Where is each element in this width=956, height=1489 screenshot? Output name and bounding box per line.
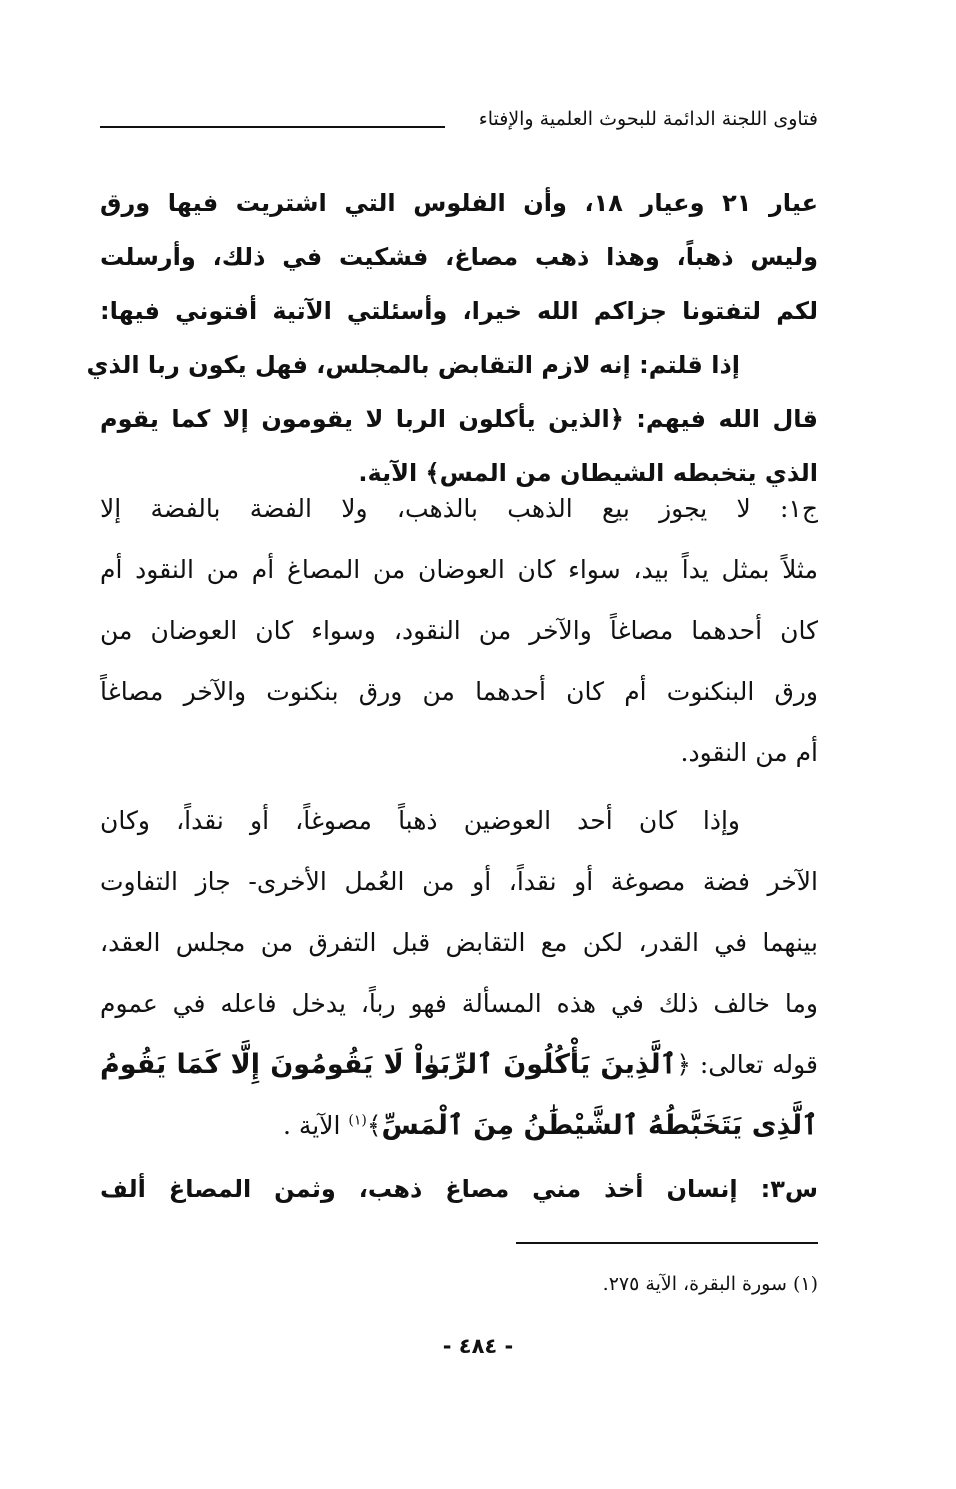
quran-verse-line-1 <box>100 1034 818 1095</box>
paragraph-line: الآخر فضة مصوغة أو نقداً، أو من العُمل الأخرى- جاز التفاوت <box>100 867 818 896</box>
after-quote: الآية . <box>282 1111 349 1140</box>
paragraph-line: وما خالف ذلك في هذه المسألة فهو رباً، يدخل فاعله في عموم <box>100 989 818 1018</box>
answer-line: ورق البنكنوت أم كان أحدهما من ورق بنكنوت والآخر مصاغاً <box>100 677 818 706</box>
answer-line: ج١: لا يجوز بيع الذهب بالذهب، ولا الفضة بالفضة إلا <box>100 494 818 523</box>
quran-verse-text: ٱلَّذِى يَتَخَبَّطُهُ ٱلشَّيْطَٰنُ مِنَ ٱلْمَسِّ <box>381 1110 818 1141</box>
quran-close-bracket: ﴾ <box>366 1111 382 1140</box>
question-line: عيار ٢١ وعيار ١٨، وأن الفلوس التي اشتريت فيها ورق <box>100 189 819 217</box>
answer-1 <box>100 478 818 783</box>
paragraph-2 <box>100 790 818 1156</box>
question-line: إذا قلتم: إنه لازم التقابض بالمجلس، فهل يكون ربا الذي <box>86 351 740 379</box>
answer-line: أم من النقود. <box>680 738 818 767</box>
question-line: الذي يتخبطه الشيطان من المس﴾ الآية. <box>358 459 818 487</box>
question-3-text: س٣: إنسان أخذ مني مصاغ ذهب، وثمن المصاغ ألف <box>100 1175 818 1203</box>
paragraph-line: وإذا كان أحد العوضين ذهباً مصوغاً، أو نقداً، وكان <box>100 806 740 835</box>
quote-intro: قوله تعالى: <box>699 1050 818 1079</box>
footnote-ref[interactable]: (١) <box>348 1112 367 1129</box>
question-line: وليس ذهباً، وهذا ذهب مصاغ، فشكيت في ذلك، وأرسلت <box>100 243 818 271</box>
quran-open-bracket: ﴿ <box>676 1050 692 1079</box>
question-block <box>86 176 819 500</box>
header-rule <box>100 126 445 128</box>
page-number: - ٤٨٤ - <box>442 1334 514 1358</box>
footnote: (١) سورة البقرة، الآية ٢٧٥. <box>602 1273 818 1295</box>
question-line: قال الله فيهم: ﴿الذين يأكلون الربا لا يقومون إلا كما يقوم <box>100 405 818 433</box>
quran-verse-line-2 <box>100 1095 818 1156</box>
question-line: لكم لتفتونا جزاكم الله خيرا، وأسئلتي الآتية أفتوني فيها: <box>100 297 818 325</box>
answer-line: مثلاً بمثل يداً بيد، سواء كان العوضان من المصاغ أم من النقود أم <box>100 555 818 584</box>
paragraph-line: بينهما في القدر، لكن مع التقابض قبل التفرق من مجلس العقد، <box>100 928 818 957</box>
quran-verse-text: ٱلَّذِينَ يَأْكُلُونَ ٱلرِّبَوٰاْ لَا يَقُومُونَ إِلَّا كَمَا يَقُومُ <box>100 1049 677 1080</box>
answer-line: كان أحدهما مصاغاً والآخر من النقود، وسواء كان العوضان من <box>100 616 818 645</box>
running-header <box>100 108 818 142</box>
question-3 <box>100 1162 818 1216</box>
header-title: فتاوى اللجنة الدائمة للبحوث العلمية والإفتاء <box>478 108 818 130</box>
footnote-rule <box>516 1242 818 1244</box>
